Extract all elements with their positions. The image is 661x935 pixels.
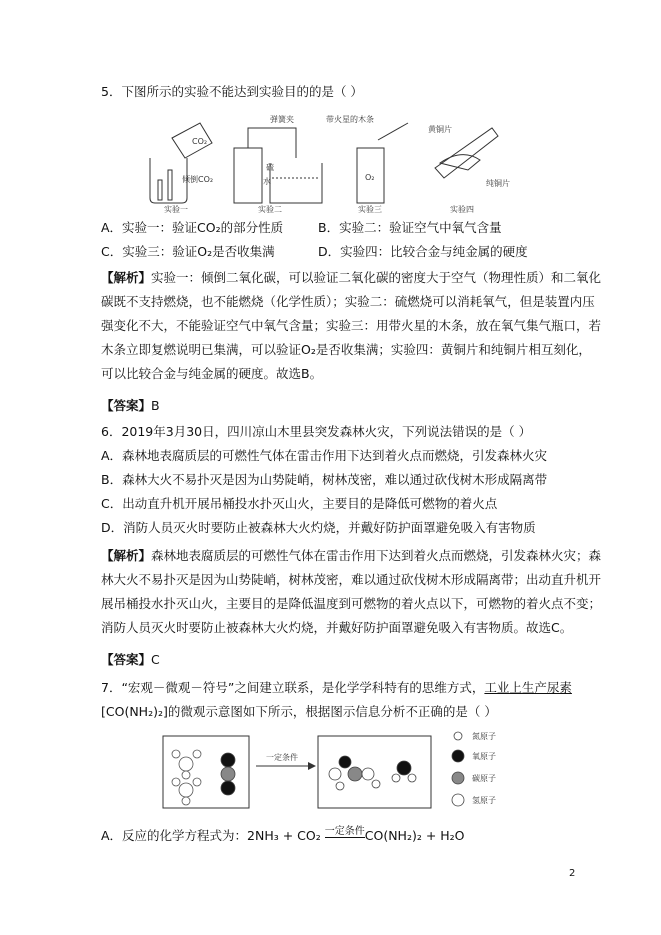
label-o2: O₂ [365, 173, 375, 182]
candle-1 [158, 180, 162, 200]
label-splint: 带火星的木条 [326, 115, 374, 124]
q6-option-d: D．消防人员灭火时要防止被森林大火灼烧，并戴好防护面罩避免吸入有害物质 [101, 520, 536, 535]
legend-carbon: 碳原子 [472, 774, 496, 783]
legend [452, 732, 464, 806]
candle-2 [168, 170, 172, 200]
reactants-box [163, 736, 249, 808]
q6-stem: 6．2019年3月30日，四川凉山木里县突发森林火灾，下列说法错误的是（ ） [101, 424, 532, 439]
hand [440, 155, 480, 170]
q5-option-d: D．实验四：比较合金与纯金属的硬度 [318, 244, 528, 259]
q7-stem-line-2: [CO(NH₂)₂]的微观示意图如下所示，根据图示信息分析不正确的是（ ） [101, 704, 497, 719]
metal-plates [435, 128, 498, 178]
q5-experiment-figure [0, 108, 661, 218]
option-a-suffix: CO(NH₂)₂ + H₂O [364, 828, 465, 843]
ammonia-molecule-1 [172, 750, 201, 779]
label-exp2: 实验二 [258, 205, 282, 214]
q5-analysis-line-5: 可以比较合金与纯金属的硬度。故选B。 [101, 366, 323, 381]
q6-option-b: B．森林大火不易扑灭是因为山势陡峭，树林茂密，难以通过砍伐树木形成隔离带 [101, 472, 548, 487]
legend-nitrogen: 氮原子 [472, 732, 496, 741]
label-exp4: 实验四 [450, 205, 474, 214]
q5-analysis-line-4: 木条立即复燃说明已集满，可以验证O₂是否收集满；实验四：黄铜片和纯铜片相互刻化， [101, 342, 591, 357]
q5-stem: 5．下图所示的实验不能达到实验目的的是（ ） [101, 84, 363, 99]
answer-tag: 【答案】 [101, 652, 152, 667]
label-exp3: 实验三 [358, 205, 382, 214]
option-a-prefix: A．反应的化学方程式为：2NH₃ + CO₂ [101, 828, 325, 843]
analysis-tag: 【解析】 [101, 548, 152, 563]
q6-analysis-line-2: 林大火不易扑灭是因为山势陡峭，树林茂密，难以通过砍伐树木形成隔离带；出动直升机开 [101, 572, 602, 587]
page-number: 2 [569, 868, 576, 879]
q7-stem-b: 工业上生产尿素 [484, 680, 572, 695]
legend-oxygen: 氧原子 [472, 752, 496, 761]
q7-stem-line-1 [101, 680, 572, 696]
label-pour-co2: 倾倒CO₂ [182, 175, 214, 184]
q7-stem-a: 7．“宏观－微观－符号”之间建立联系，是化学学科特有的思维方式， [101, 680, 485, 695]
label-water: 水 [263, 177, 271, 186]
analysis-text: 森林地表腐质层的可燃性气体在雷击作用下达到着火点而燃烧，引发森林火灾；森 [151, 548, 602, 563]
label-sulfur: 硫 [266, 163, 274, 172]
q6-analysis-line-4: 消防人员灭火时要防止被森林大火灼烧，并戴好防护面罩避免吸入有害物质。故选C。 [101, 620, 573, 635]
q5-analysis-line-2: 碳既不支持燃烧，也不能燃烧（化学性质）；实验二：硫燃烧可以消耗氧气，但是装置内压 [101, 294, 595, 309]
arrow-head-icon [308, 762, 316, 770]
q5-analysis-line-1 [101, 270, 601, 286]
label-co2: CO₂ [192, 137, 208, 146]
answer-value: C [151, 652, 160, 667]
q6-analysis-line-3: 展吊桶投水扑灭山火，主要目的是降低温度到可燃物的着火点以下，可燃物的着火点不变； [101, 596, 602, 611]
q5-analysis-line-3: 强变化不大，不能验证空气中氧气含量；实验三：用带火星的木条，放在氧气集气瓶口，若 [101, 318, 602, 333]
answer-tag: 【答案】 [101, 398, 152, 413]
q6-option-a: A．森林地表腐质层的可燃性气体在雷击作用下达到着火点而燃烧，引发森林火灾 [101, 448, 548, 463]
analysis-text: 实验一：倾倒二氧化碳，可以验证二氧化碳的密度大于空气（物理性质）和二氧化 [151, 270, 602, 285]
water-trough [270, 163, 322, 203]
answer-value: B [151, 398, 160, 413]
arrow-label: 一定条件 [266, 753, 298, 762]
co2-molecule [221, 753, 235, 795]
reaction-condition: 一定条件 [324, 826, 365, 837]
q5-option-c: C．实验三：验证O₂是否收集满 [101, 244, 275, 259]
ammonia-molecule-2 [172, 778, 201, 805]
urea-molecule [329, 756, 380, 790]
label-brass: 黄铜片 [428, 125, 452, 134]
legend-hydrogen: 氢原子 [472, 796, 496, 805]
tube [248, 128, 296, 158]
q7-molecule-diagram [0, 728, 661, 838]
label-exp1: 实验一 [164, 205, 188, 214]
q6-answer [101, 652, 160, 668]
q5-option-b: B．实验二：验证空气中氧气含量 [318, 220, 502, 235]
collecting-bottle [234, 148, 262, 203]
q7-option-a [101, 826, 465, 844]
label-clamp: 弹簧夹 [270, 115, 294, 124]
q5-answer [101, 398, 160, 414]
water-molecule [392, 761, 416, 782]
q5-option-a: A．实验一：验证CO₂的部分性质 [101, 220, 284, 235]
q6-option-c: C．出动直升机开展吊桶投水扑灭山火，主要目的是降低可燃物的着火点 [101, 496, 498, 511]
label-copper: 纯铜片 [486, 179, 510, 188]
splint [378, 123, 408, 140]
analysis-tag: 【解析】 [101, 270, 152, 285]
q6-analysis-line-1 [101, 548, 601, 564]
